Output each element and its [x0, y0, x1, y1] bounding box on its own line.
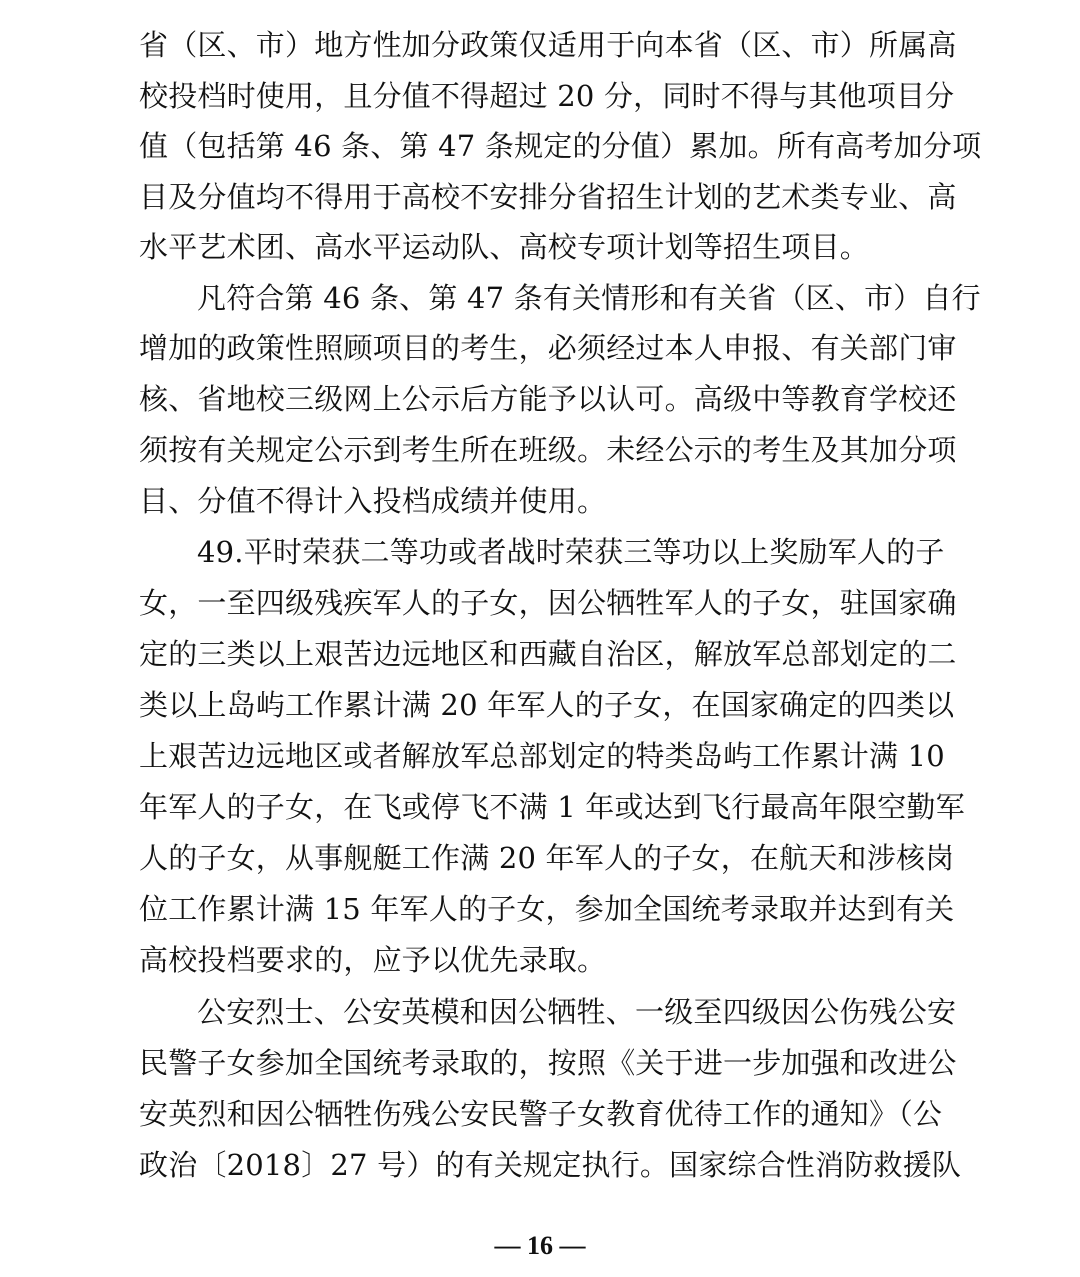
text-line: 安英烈和因公牺牲伤残公安民警子女教育优待工作的通知》（公 [139, 1097, 943, 1131]
text-line: 公安烈士、公安英模和因公牺牲、一级至四级因公伤残公安 [197, 995, 957, 1029]
text-line: 水平艺术团、高水平运动队、高校专项计划等招生项目。 [139, 230, 870, 264]
text-line: 类以上岛屿工作累计满 20 年军人的子女，在国家确定的四类以 [139, 688, 955, 722]
text-line: 凡符合第 46 条、第 47 条有关情形和有关省（区、市）自行 [197, 281, 981, 315]
text-line: 核、省地校三级网上公示后方能予以认可。高级中等教育学校还 [139, 382, 957, 416]
text-line: 须按有关规定公示到考生所在班级。未经公示的考生及其加分项 [139, 433, 957, 467]
text-line: 民警子女参加全国统考录取的，按照《关于进一步加强和改进公 [139, 1046, 957, 1080]
text-line: 目、分值不得计入投档成绩并使用。 [139, 484, 607, 518]
text-line: 高校投档要求的，应予以优先录取。 [139, 943, 607, 977]
text-line: 上艰苦边远地区或者解放军总部划定的特类岛屿工作累计满 10 [139, 739, 945, 773]
text-line: 校投档时使用，且分值不得超过 20 分，同时不得与其他项目分 [139, 79, 955, 113]
text-line: 女，一至四级残疾军人的子女，因公牺牲军人的子女，驻国家确 [139, 586, 957, 620]
text-line: 年军人的子女，在飞或停飞不满 1 年或达到飞行最高年限空勤军 [139, 790, 965, 824]
text-line: 省（区、市）地方性加分政策仅适用于向本省（区、市）所属高 [139, 28, 957, 62]
text-line: 定的三类以上艰苦边远地区和西藏自治区，解放军总部划定的二 [139, 637, 957, 671]
text-line: 位工作累计满 15 年军人的子女，参加全国统考录取并达到有关 [139, 892, 955, 926]
text-line: 目及分值均不得用于高校不安排分省招生计划的艺术类专业、高 [139, 180, 957, 214]
text-line: 值（包括第 46 条、第 47 条规定的分值）累加。所有高考加分项 [139, 129, 982, 163]
text-line: 政治〔2018〕27 号）的有关规定执行。国家综合性消防救援队 [139, 1148, 962, 1182]
text-line: 49.平时荣获二等功或者战时荣获三等功以上奖励军人的子 [197, 535, 945, 569]
text-line: 人的子女，从事舰艇工作满 20 年军人的子女，在航天和涉核岗 [139, 841, 955, 875]
page-number: — 16 — [494, 1231, 586, 1260]
text-line: 增加的政策性照顾项目的考生，必须经过本人申报、有关部门审 [139, 331, 957, 365]
